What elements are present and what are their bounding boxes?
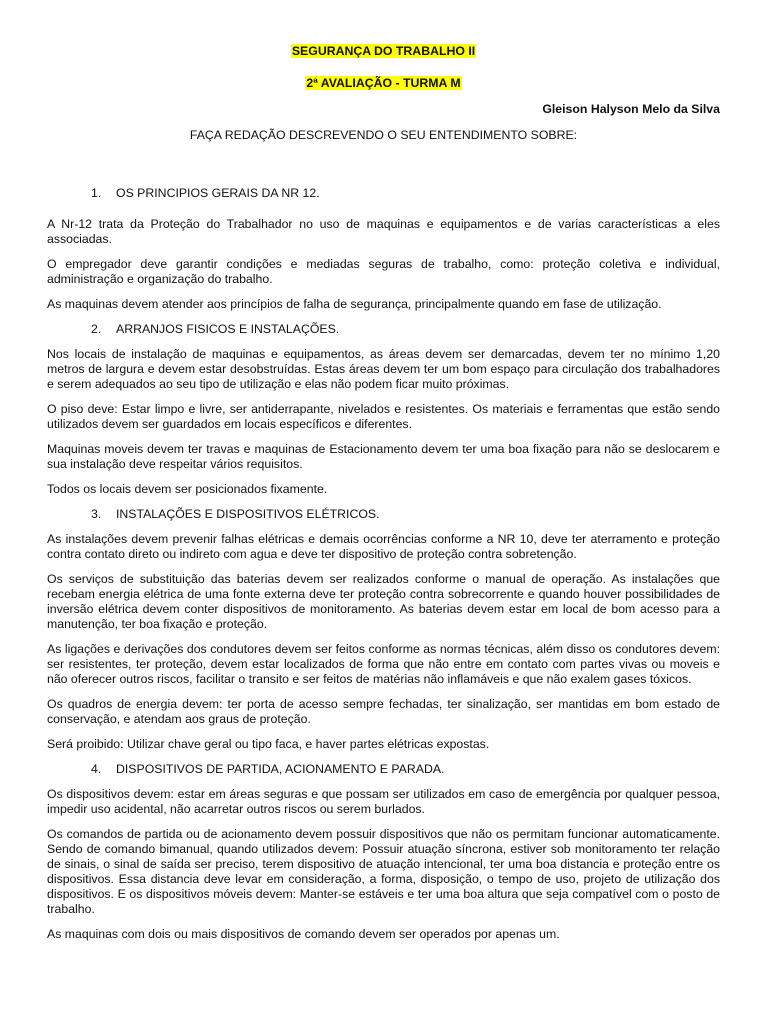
document-title — [47, 44, 720, 59]
body-paragraph: Será proibido: Utilizar chave geral ou tipo faca, e haver partes elétricas expostas. — [47, 737, 490, 751]
body-paragraph: O empregador deve garantir condições e mediadas seguras de trabalho, como: proteção coletiva e individual, administração e organização do trabalho. — [47, 257, 720, 286]
document-body — [47, 186, 720, 952]
body-paragraph: As instalações devem prevenir falhas elétricas e demais ocorrências conforme a NR 10, deve ter aterramento e proteção contra contato direto ou indireto com agua e deve ter dispositivo de proteção contra sobretenção. — [47, 532, 720, 561]
document-subtitle — [47, 76, 720, 91]
essay-prompt: FAÇA REDAÇÃO DESCREVENDO O SEU ENTENDIMENTO SOBRE: — [189, 128, 578, 142]
author-name: Gleison Halyson Melo da Silva — [542, 102, 720, 116]
body-paragraph: Os serviços de substituição das baterias devem ser realizados conforme o manual de operação. As instalações que recebam energia elétrica de uma fonte externa deve ter proteção contra sobrecorrente e quando houver possibilidades de inversão elétrica devem conter dispositivos de monitoramento. As baterias devem estar em local de bom acesso para a manutenção, ter boa fixação e proteção. — [47, 572, 720, 631]
section-heading — [47, 186, 720, 201]
body-paragraph: Os quadros de energia devem: ter porta de acesso sempre fechadas, ter sinalização, ser mantidas em bom estado de conservação, e atendam aos graus de proteção. — [47, 697, 720, 726]
section-heading-text: OS PRINCIPIOS GERAIS DA NR 12. — [116, 186, 320, 200]
body-paragraph: As maquinas devem atender aos princípios de falha de segurança, principalmente quando em fase de utilização. — [47, 297, 662, 311]
body-paragraph: O piso deve: Estar limpo e livre, ser antiderrapante, nivelados e resistentes. Os materiais e ferramentas que estão sendo utilizados devem ser guardados em locais específicos e diferentes. — [47, 402, 720, 431]
section-heading — [47, 322, 720, 337]
section-heading-text: ARRANJOS FISICOS E INSTALAÇÕES. — [116, 322, 340, 336]
body-paragraph: Os comandos de partida ou de acionamento devem possuir dispositivos que não os permitam funcionar automaticamente. Sendo de comando bimanual, quando utilizados devem: Possuir atuação síncrona, estiver sob monitoramento ter relação de sinais, o sinal de saída ser preciso, terem dispositivo de atuação intencional, ter uma boa distancia e proteção entre os dispositivos. Essa distancia deve levar em consideração, a forma, disposição, o tempo de uso, projeto de utilização dos dispositivos. E os dispositivos móveis devem: Manter-se estáveis e ter uma boa altura que seja compatível com o posto de trabalho. — [47, 827, 720, 916]
section-number: 4. — [91, 762, 102, 776]
section-heading — [47, 507, 720, 522]
body-paragraph: As maquinas com dois ou mais dispositivos de comando devem ser operados por apenas um. — [47, 927, 560, 941]
body-paragraph: Nos locais de instalação de maquinas e equipamentos, as áreas devem ser demarcadas, devem ter no mínimo 1,20 metros de largura e devem estar desobstruídas. Estas áreas devem ter um bom espaço para circulação dos trabalhadores e serem adequados ao seu tipo de utilização e elas não podem ficar muito próximas. — [47, 347, 720, 391]
body-paragraph: Os dispositivos devem: estar em áreas seguras e que possam ser utilizados em caso de emergência por qualquer pessoa, impedir uso acidental, não acarretar outros riscos ou serem burlados. — [47, 787, 720, 816]
section-number: 3. — [91, 507, 102, 521]
section-heading-text: INSTALAÇÕES E DISPOSITIVOS ELÉTRICOS. — [116, 507, 380, 521]
body-paragraph: Todos os locais devem ser posicionados fixamente. — [47, 482, 328, 496]
subtitle-highlight: 2ª AVALIAÇÃO - TURMA M — [306, 76, 461, 90]
title-highlight: SEGURANÇA DO TRABALHO II — [291, 44, 476, 58]
body-paragraph: Maquinas moveis devem ter travas e maquinas de Estacionamento devem ter uma boa fixação para não se deslocarem e sua instalação deve respeitar vários requisitos. — [47, 442, 720, 471]
section-heading — [47, 762, 720, 777]
section-number: 1. — [91, 186, 102, 200]
body-paragraph: As ligações e derivações dos condutores devem ser feitos conforme as normas técnicas, além disso os condutores devem: ser resistentes, ter proteção, devem estar localizados de forma que não entre em contato com partes vivas ou moveis e não oferecer outros riscos, facilitar o transito e ser feitos de matérias não inflamáveis e que não exalem gases tóxicos. — [47, 642, 720, 686]
section-heading-text: DISPOSITIVOS DE PARTIDA, ACIONAMENTO E PARADA. — [116, 762, 445, 776]
section-number: 2. — [91, 322, 102, 336]
body-paragraph: A Nr-12 trata da Proteção do Trabalhador no uso de maquinas e equipamentos e de varias características a eles associadas. — [47, 217, 720, 246]
